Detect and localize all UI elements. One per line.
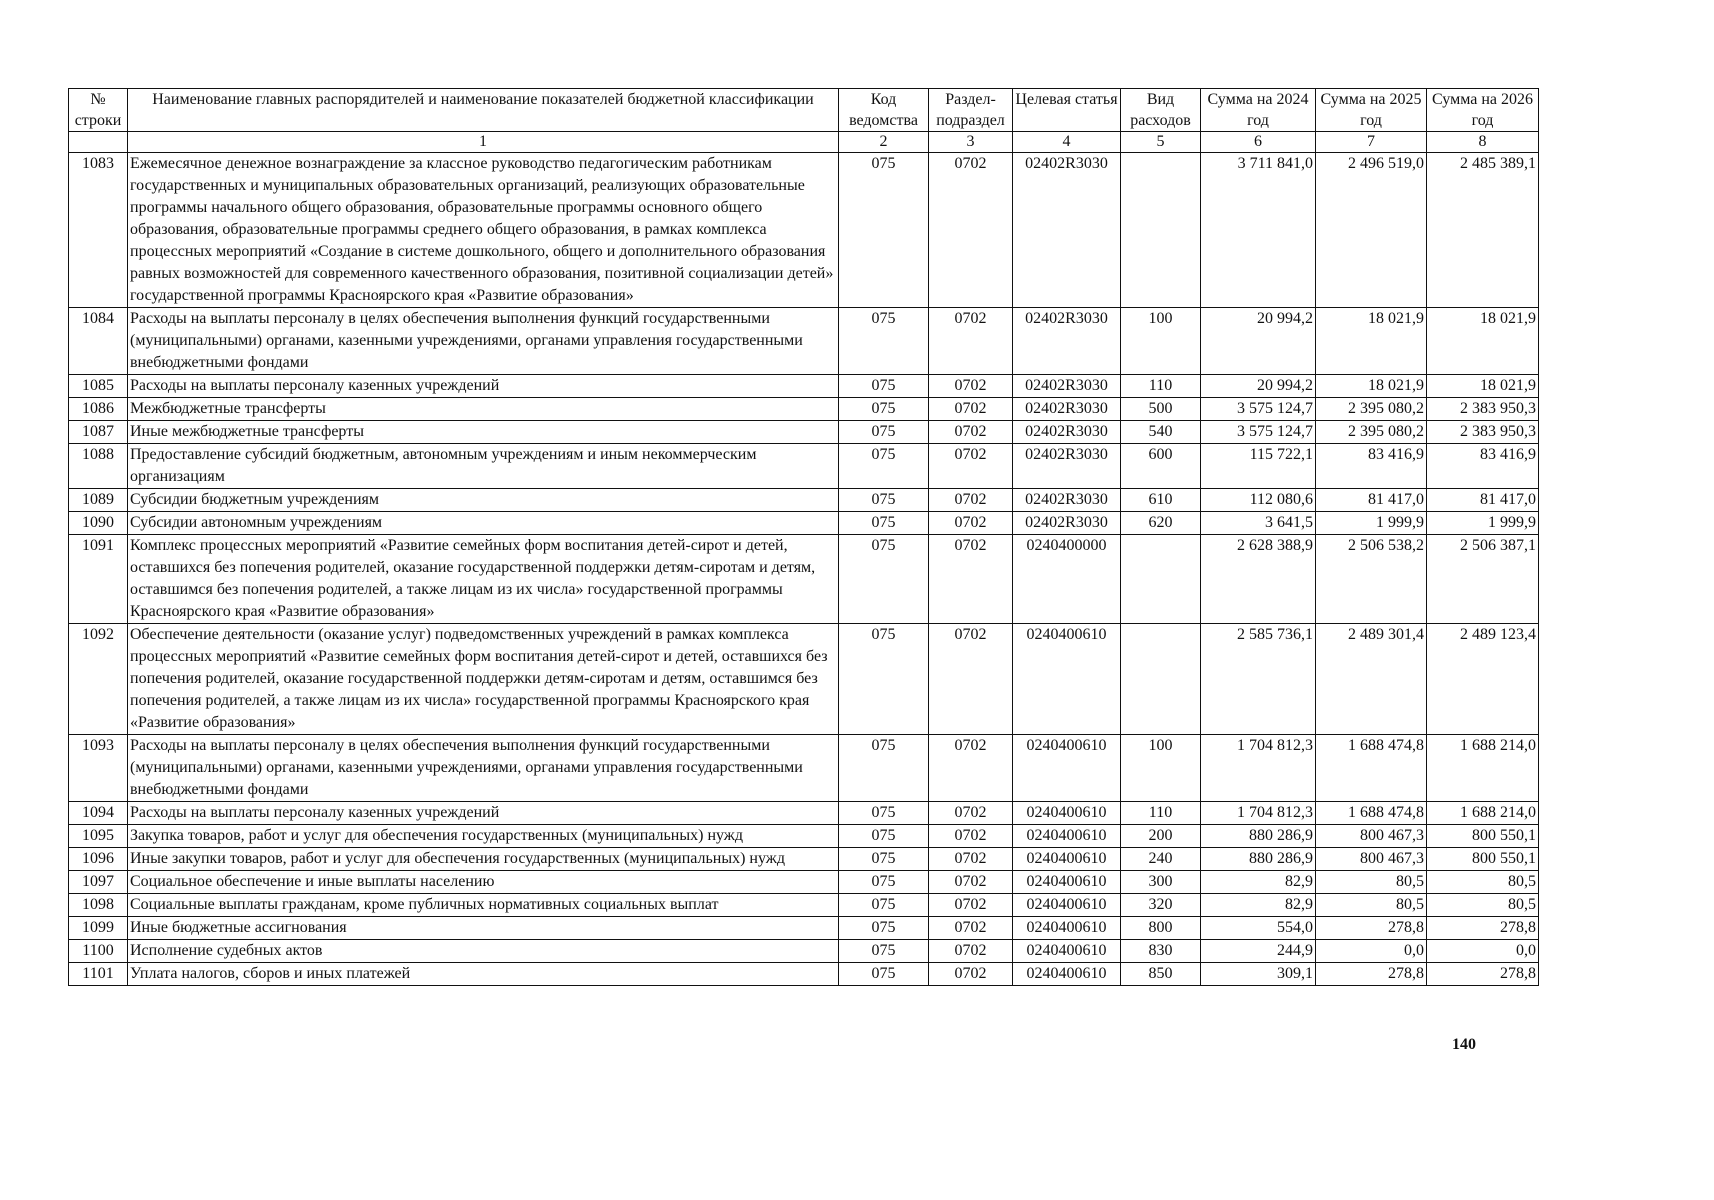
expense-type: 830 xyxy=(1121,940,1201,963)
sum-2025: 2 395 080,2 xyxy=(1316,421,1427,444)
column-number: 2 xyxy=(839,132,929,153)
row-number: 1090 xyxy=(69,512,128,535)
section-code: 0702 xyxy=(929,421,1013,444)
row-number: 1098 xyxy=(69,894,128,917)
sum-2024: 3 575 124,7 xyxy=(1201,421,1316,444)
expense-type: 110 xyxy=(1121,375,1201,398)
sum-2024: 1 704 812,3 xyxy=(1201,802,1316,825)
table-row xyxy=(69,735,1539,802)
column-number: 6 xyxy=(1201,132,1316,153)
row-number: 1088 xyxy=(69,444,128,489)
sum-2026: 1 999,9 xyxy=(1427,512,1539,535)
sum-2025: 81 417,0 xyxy=(1316,489,1427,512)
sum-2026: 80,5 xyxy=(1427,871,1539,894)
target-code: 02402R3030 xyxy=(1013,489,1121,512)
sum-2024: 112 080,6 xyxy=(1201,489,1316,512)
target-code: 02402R3030 xyxy=(1013,375,1121,398)
table-row xyxy=(69,917,1539,940)
column-number xyxy=(69,132,128,153)
sum-2024: 3 575 124,7 xyxy=(1201,398,1316,421)
table-row xyxy=(69,512,1539,535)
sum-2026: 1 688 214,0 xyxy=(1427,802,1539,825)
column-number: 3 xyxy=(929,132,1013,153)
table-row xyxy=(69,153,1539,308)
sum-2025: 80,5 xyxy=(1316,871,1427,894)
target-code: 0240400610 xyxy=(1013,894,1121,917)
section-code: 0702 xyxy=(929,917,1013,940)
sum-2026: 278,8 xyxy=(1427,963,1539,986)
dept-code: 075 xyxy=(839,871,929,894)
row-name: Ежемесячное денежное вознаграждение за классное руководство педагогическим работникам государственных и муниципальных образовательных организаций, реализующих образовательные программы начального общего образования, образовательные программы основного общего образования, образовательные программы среднего общего образования, в рамках комплекса процессных мероприятий «Создание в системе дошкольного, общего и дополнительного образования равных возможностей для современного качественного образования, позитивной социализации детей» государственной программы Красноярского края «Развитие образования» xyxy=(128,153,839,308)
dept-code: 075 xyxy=(839,398,929,421)
sum-2024: 309,1 xyxy=(1201,963,1316,986)
row-number: 1100 xyxy=(69,940,128,963)
sum-2024: 20 994,2 xyxy=(1201,375,1316,398)
target-code: 02402R3030 xyxy=(1013,512,1121,535)
sum-2026: 18 021,9 xyxy=(1427,308,1539,375)
sum-2024: 880 286,9 xyxy=(1201,848,1316,871)
expense-type xyxy=(1121,153,1201,308)
dept-code: 075 xyxy=(839,963,929,986)
section-code: 0702 xyxy=(929,848,1013,871)
section-code: 0702 xyxy=(929,512,1013,535)
table-row xyxy=(69,308,1539,375)
sum-2026: 278,8 xyxy=(1427,917,1539,940)
sum-2024: 2 628 388,9 xyxy=(1201,535,1316,624)
sum-2024: 82,9 xyxy=(1201,871,1316,894)
row-number: 1084 xyxy=(69,308,128,375)
sum-2026: 2 383 950,3 xyxy=(1427,421,1539,444)
sum-2026: 80,5 xyxy=(1427,894,1539,917)
target-code: 02402R3030 xyxy=(1013,398,1121,421)
section-code: 0702 xyxy=(929,308,1013,375)
dept-code: 075 xyxy=(839,894,929,917)
table-row xyxy=(69,375,1539,398)
row-number: 1094 xyxy=(69,802,128,825)
target-code: 0240400610 xyxy=(1013,940,1121,963)
table-row xyxy=(69,489,1539,512)
expense-type: 110 xyxy=(1121,802,1201,825)
sum-2026: 2 489 123,4 xyxy=(1427,624,1539,735)
section-code: 0702 xyxy=(929,735,1013,802)
header-sum-2026: Сумма на 2026 год xyxy=(1427,89,1539,132)
sum-2024: 1 704 812,3 xyxy=(1201,735,1316,802)
sum-2025: 1 688 474,8 xyxy=(1316,735,1427,802)
table-row xyxy=(69,940,1539,963)
expense-type: 620 xyxy=(1121,512,1201,535)
column-numbers-row xyxy=(69,132,1539,153)
section-code: 0702 xyxy=(929,444,1013,489)
target-code: 0240400610 xyxy=(1013,917,1121,940)
row-name: Исполнение судебных актов xyxy=(128,940,839,963)
sum-2025: 83 416,9 xyxy=(1316,444,1427,489)
sum-2026: 2 506 387,1 xyxy=(1427,535,1539,624)
dept-code: 075 xyxy=(839,917,929,940)
row-number: 1095 xyxy=(69,825,128,848)
section-code: 0702 xyxy=(929,153,1013,308)
target-code: 0240400610 xyxy=(1013,963,1121,986)
header-expense-type: Вид расходов xyxy=(1121,89,1201,132)
sum-2025: 800 467,3 xyxy=(1316,825,1427,848)
row-number: 1087 xyxy=(69,421,128,444)
row-number: 1101 xyxy=(69,963,128,986)
sum-2026: 81 417,0 xyxy=(1427,489,1539,512)
target-code: 02402R3030 xyxy=(1013,153,1121,308)
row-name: Социальные выплаты гражданам, кроме публичных нормативных социальных выплат xyxy=(128,894,839,917)
dept-code: 075 xyxy=(839,825,929,848)
table-row xyxy=(69,825,1539,848)
section-code: 0702 xyxy=(929,825,1013,848)
sum-2024: 244,9 xyxy=(1201,940,1316,963)
table-row xyxy=(69,624,1539,735)
row-number: 1097 xyxy=(69,871,128,894)
sum-2024: 554,0 xyxy=(1201,917,1316,940)
table-row xyxy=(69,535,1539,624)
sum-2025: 2 395 080,2 xyxy=(1316,398,1427,421)
sum-2025: 18 021,9 xyxy=(1316,375,1427,398)
expense-type: 240 xyxy=(1121,848,1201,871)
table-row xyxy=(69,894,1539,917)
sum-2024: 115 722,1 xyxy=(1201,444,1316,489)
section-code: 0702 xyxy=(929,940,1013,963)
row-number: 1085 xyxy=(69,375,128,398)
dept-code: 075 xyxy=(839,489,929,512)
expense-type: 100 xyxy=(1121,308,1201,375)
section-code: 0702 xyxy=(929,871,1013,894)
sum-2025: 1 688 474,8 xyxy=(1316,802,1427,825)
table-row xyxy=(69,802,1539,825)
table-row xyxy=(69,848,1539,871)
sum-2024: 880 286,9 xyxy=(1201,825,1316,848)
row-name: Социальное обеспечение и иные выплаты населению xyxy=(128,871,839,894)
dept-code: 075 xyxy=(839,940,929,963)
sum-2026: 800 550,1 xyxy=(1427,848,1539,871)
target-code: 0240400610 xyxy=(1013,802,1121,825)
sum-2025: 2 496 519,0 xyxy=(1316,153,1427,308)
sum-2026: 1 688 214,0 xyxy=(1427,735,1539,802)
dept-code: 075 xyxy=(839,624,929,735)
column-number: 4 xyxy=(1013,132,1121,153)
row-name: Субсидии бюджетным учреждениям xyxy=(128,489,839,512)
row-name: Предоставление субсидий бюджетным, автономным учреждениям и иным некоммерческим организациям xyxy=(128,444,839,489)
target-code: 0240400610 xyxy=(1013,848,1121,871)
header-section: Раздел-подраздел xyxy=(929,89,1013,132)
row-name: Расходы на выплаты персоналу в целях обеспечения выполнения функций государственными (муниципальными) органами, казенными учреждениями, органами управления государственными внебюджетными фондами xyxy=(128,735,839,802)
row-number: 1093 xyxy=(69,735,128,802)
sum-2025: 2 506 538,2 xyxy=(1316,535,1427,624)
dept-code: 075 xyxy=(839,153,929,308)
expense-type xyxy=(1121,624,1201,735)
table-row xyxy=(69,963,1539,986)
target-code: 0240400610 xyxy=(1013,735,1121,802)
row-name: Расходы на выплаты персоналу в целях обеспечения выполнения функций государственными (муниципальными) органами, казенными учреждениями, органами управления государственными внебюджетными фондами xyxy=(128,308,839,375)
section-code: 0702 xyxy=(929,802,1013,825)
expense-type xyxy=(1121,535,1201,624)
row-number: 1086 xyxy=(69,398,128,421)
sum-2026: 83 416,9 xyxy=(1427,444,1539,489)
section-code: 0702 xyxy=(929,963,1013,986)
section-code: 0702 xyxy=(929,398,1013,421)
dept-code: 075 xyxy=(839,375,929,398)
sum-2026: 2 485 389,1 xyxy=(1427,153,1539,308)
header-sum-2024: Сумма на 2024 год xyxy=(1201,89,1316,132)
dept-code: 075 xyxy=(839,848,929,871)
table-row xyxy=(69,444,1539,489)
sum-2024: 20 994,2 xyxy=(1201,308,1316,375)
row-number: 1096 xyxy=(69,848,128,871)
table-row xyxy=(69,398,1539,421)
sum-2025: 0,0 xyxy=(1316,940,1427,963)
section-code: 0702 xyxy=(929,894,1013,917)
page-number: 140 xyxy=(1452,1036,1476,1053)
header-row-no: № строки xyxy=(69,89,128,132)
row-name: Иные бюджетные ассигнования xyxy=(128,917,839,940)
table-row xyxy=(69,871,1539,894)
dept-code: 075 xyxy=(839,444,929,489)
expense-type: 800 xyxy=(1121,917,1201,940)
row-number: 1099 xyxy=(69,917,128,940)
row-name: Иные межбюджетные трансферты xyxy=(128,421,839,444)
expense-type: 540 xyxy=(1121,421,1201,444)
row-name: Комплекс процессных мероприятий «Развитие семейных форм воспитания детей-сирот и детей, оставшихся без попечения родителей, оказание государственной поддержки детям-сиротам и детям, оставшимся без попечения родителей, а также лицам из их числа» государственной программы Красноярского края «Развитие образования» xyxy=(128,535,839,624)
section-code: 0702 xyxy=(929,375,1013,398)
target-code: 0240400610 xyxy=(1013,871,1121,894)
expense-type: 850 xyxy=(1121,963,1201,986)
dept-code: 075 xyxy=(839,535,929,624)
sum-2025: 18 021,9 xyxy=(1316,308,1427,375)
row-name: Расходы на выплаты персоналу казенных учреждений xyxy=(128,375,839,398)
dept-code: 075 xyxy=(839,735,929,802)
row-name: Обеспечение деятельности (оказание услуг) подведомственных учреждений в рамках комплекса процессных мероприятий «Развитие семейных форм воспитания детей-сирот и детей, оставшихся без попечения родителей, оказание государственной поддержки детям-сиротам и детям, оставшимся без попечения родителей, а также лицам из их числа» государственной программы Красноярского края «Развитие образования» xyxy=(128,624,839,735)
sum-2024: 3 641,5 xyxy=(1201,512,1316,535)
row-number: 1091 xyxy=(69,535,128,624)
dept-code: 075 xyxy=(839,308,929,375)
header-target: Целевая статья xyxy=(1013,89,1121,132)
column-number: 1 xyxy=(128,132,839,153)
row-name: Закупка товаров, работ и услуг для обеспечения государственных (муниципальных) нужд xyxy=(128,825,839,848)
target-code: 0240400000 xyxy=(1013,535,1121,624)
row-number: 1089 xyxy=(69,489,128,512)
column-number: 7 xyxy=(1316,132,1427,153)
sum-2025: 800 467,3 xyxy=(1316,848,1427,871)
table-body xyxy=(69,153,1539,986)
sum-2025: 278,8 xyxy=(1316,963,1427,986)
budget-table xyxy=(68,88,1539,986)
target-code: 0240400610 xyxy=(1013,825,1121,848)
row-name: Субсидии автономным учреждениям xyxy=(128,512,839,535)
row-number: 1092 xyxy=(69,624,128,735)
row-name: Межбюджетные трансферты xyxy=(128,398,839,421)
header-name: Наименование главных распорядителей и наименование показателей бюджетной классификации xyxy=(128,89,839,132)
sum-2024: 3 711 841,0 xyxy=(1201,153,1316,308)
expense-type: 600 xyxy=(1121,444,1201,489)
column-number: 8 xyxy=(1427,132,1539,153)
row-name: Иные закупки товаров, работ и услуг для обеспечения государственных (муниципальных) нужд xyxy=(128,848,839,871)
header-sum-2025: Сумма на 2025 год xyxy=(1316,89,1427,132)
target-code: 02402R3030 xyxy=(1013,421,1121,444)
sum-2026: 800 550,1 xyxy=(1427,825,1539,848)
sum-2026: 18 021,9 xyxy=(1427,375,1539,398)
header-dept-code: Код ведомства xyxy=(839,89,929,132)
expense-type: 500 xyxy=(1121,398,1201,421)
target-code: 02402R3030 xyxy=(1013,444,1121,489)
sum-2026: 2 383 950,3 xyxy=(1427,398,1539,421)
sum-2024: 82,9 xyxy=(1201,894,1316,917)
expense-type: 300 xyxy=(1121,871,1201,894)
row-number: 1083 xyxy=(69,153,128,308)
sum-2025: 1 999,9 xyxy=(1316,512,1427,535)
dept-code: 075 xyxy=(839,512,929,535)
expense-type: 100 xyxy=(1121,735,1201,802)
sum-2026: 0,0 xyxy=(1427,940,1539,963)
section-code: 0702 xyxy=(929,624,1013,735)
sum-2025: 278,8 xyxy=(1316,917,1427,940)
sum-2025: 80,5 xyxy=(1316,894,1427,917)
target-code: 02402R3030 xyxy=(1013,308,1121,375)
expense-type: 320 xyxy=(1121,894,1201,917)
row-name: Расходы на выплаты персоналу казенных учреждений xyxy=(128,802,839,825)
dept-code: 075 xyxy=(839,421,929,444)
section-code: 0702 xyxy=(929,489,1013,512)
expense-type: 610 xyxy=(1121,489,1201,512)
table-row xyxy=(69,421,1539,444)
target-code: 0240400610 xyxy=(1013,624,1121,735)
sum-2024: 2 585 736,1 xyxy=(1201,624,1316,735)
column-number: 5 xyxy=(1121,132,1201,153)
expense-type: 200 xyxy=(1121,825,1201,848)
row-name: Уплата налогов, сборов и иных платежей xyxy=(128,963,839,986)
table-header xyxy=(69,89,1539,153)
section-code: 0702 xyxy=(929,535,1013,624)
dept-code: 075 xyxy=(839,802,929,825)
sum-2025: 2 489 301,4 xyxy=(1316,624,1427,735)
